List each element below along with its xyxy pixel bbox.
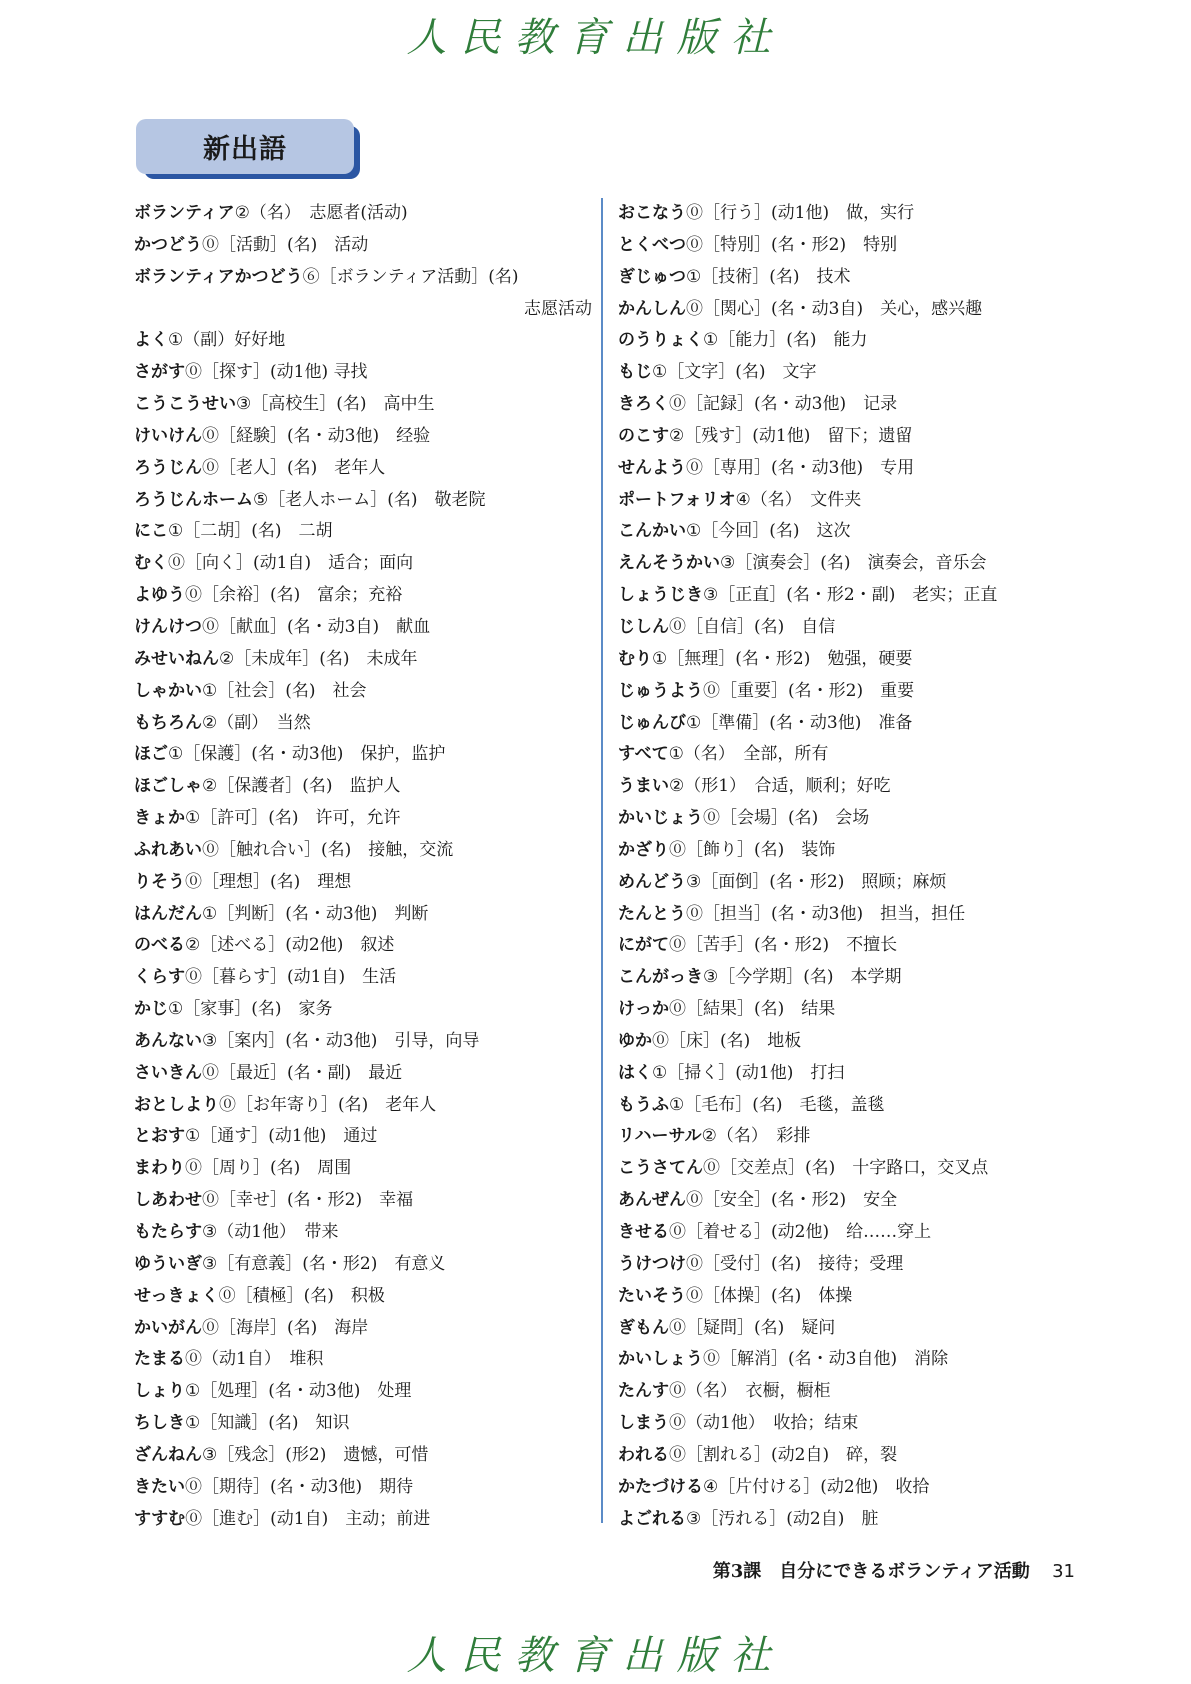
vocab-definition: ①［技術］(名) 技术 xyxy=(686,266,851,287)
vocab-entry xyxy=(134,1090,592,1122)
vocab-word: もちろん xyxy=(134,712,202,733)
vocab-entry xyxy=(134,485,592,517)
vocab-definition: ⓪［苦手］(名・形2) 不擅长 xyxy=(669,935,898,956)
vocab-definition: ⓪［受付］(名) 接待；受理 xyxy=(686,1253,904,1274)
vocab-definition: ⓪［触れ合い］(名) 接触，交流 xyxy=(202,839,454,860)
vocab-definition: ⓪［飾り］(名) 装饰 xyxy=(669,839,836,860)
vocab-entry xyxy=(134,548,592,580)
vocab-entry xyxy=(134,644,592,676)
vocab-word: ふれあい xyxy=(134,839,202,860)
vocab-entry xyxy=(618,1281,1088,1313)
vocab-definition: ⓪［積極］(名) 积极 xyxy=(218,1285,385,1306)
vocab-word: おこなう xyxy=(618,203,686,223)
vocab-entry xyxy=(618,1121,1088,1153)
vocab-entry xyxy=(618,994,1088,1026)
vocab-definition: ⓪［進む］(动1自) 主动；前进 xyxy=(185,1508,431,1529)
vocab-definition: ②（名） 志愿者(活动) xyxy=(234,203,408,223)
vocab-entry xyxy=(618,230,1088,262)
vocab-entry xyxy=(134,1249,592,1281)
vocab-entry xyxy=(618,867,1088,899)
vocab-entry xyxy=(134,325,592,357)
vocab-word: こんがっき xyxy=(618,967,703,988)
vocab-word: じゅんび xyxy=(618,712,686,733)
vocab-entry xyxy=(618,262,1088,294)
vocab-word: じゅうよう xyxy=(618,680,703,701)
vocab-entry xyxy=(134,580,592,612)
vocab-word: ぎじゅつ xyxy=(618,266,686,287)
vocab-definition: ⓪［体操］(名) 体操 xyxy=(686,1285,853,1306)
vocab-definition: ③（动1他） 带来 xyxy=(202,1222,339,1242)
vocab-definition: ②（形1） 合适，顺利；好吃 xyxy=(669,776,891,797)
vocab-word: リハーサル xyxy=(618,1126,702,1147)
vocab-entry xyxy=(134,1153,592,1185)
vocab-entry xyxy=(134,294,592,326)
vocab-definition: ⓪［理想］(名) 理想 xyxy=(185,871,352,892)
vocab-definition: ⓪［探す］(动1他) 寻找 xyxy=(185,362,368,383)
vocab-word: ろうじんホーム xyxy=(134,489,253,510)
vocab-entry xyxy=(618,962,1088,994)
vocab-entry xyxy=(618,1313,1088,1345)
vocab-word: ろうじん xyxy=(134,457,202,478)
vocab-definition: ⓪［行う］(动1他) 做，实行 xyxy=(686,203,915,223)
vocab-word: ぎもん xyxy=(618,1317,669,1338)
vocab-word: めんどう xyxy=(618,871,686,892)
vocab-entry xyxy=(134,899,592,931)
vocab-entry xyxy=(134,771,592,803)
vocab-entry xyxy=(618,421,1088,453)
page-number: 31 xyxy=(1052,1561,1075,1582)
vocab-definition: ③［高校生］(名) 高中生 xyxy=(236,394,435,415)
vocab-entry xyxy=(618,580,1088,612)
vocab-definition: ⓪［老人］(名) 老年人 xyxy=(202,457,386,478)
vocab-word: あんない xyxy=(134,1030,202,1051)
vocab-definition: ②（副） 当然 xyxy=(202,712,311,733)
vocab-word: かいじょう xyxy=(618,808,703,829)
vocab-word: とくべつ xyxy=(618,234,686,255)
vocab-word: さがす xyxy=(134,362,185,383)
vocab-word: ポートフォリオ xyxy=(618,489,736,510)
vocab-word: とおす xyxy=(134,1126,185,1147)
vocab-definition: ⓪［暮らす］(动1自) 生活 xyxy=(185,967,397,988)
vocab-definition: ⓪［交差点］(名) 十字路口，交叉点 xyxy=(703,1158,989,1179)
vocab-word: しょり xyxy=(134,1381,185,1402)
vocab-entry xyxy=(618,676,1088,708)
vocab-word: はんだん xyxy=(134,903,202,924)
vocab-definition: ⓪［向く］(动1自) 适合；面向 xyxy=(168,553,414,574)
vocab-entry xyxy=(618,294,1088,326)
vocab-definition: ⓪［関心］(名・动3自) 关心，感兴趣 xyxy=(686,298,983,319)
vocab-definition: ⓪［お年寄り］(名) 老年人 xyxy=(219,1094,437,1115)
vocab-definition: ①［保護］(名・动3他) 保护，监护 xyxy=(168,744,446,765)
vocab-word: かいしょう xyxy=(618,1349,703,1370)
vocab-word: ボランティアかつどう xyxy=(134,266,303,287)
vocab-entry xyxy=(134,994,592,1026)
vocab-definition: ④［片付ける］(动2他) 收拾 xyxy=(703,1476,930,1497)
vocab-entry xyxy=(134,1408,592,1440)
vocab-word: もたらす xyxy=(134,1222,202,1242)
vocab-definition: ⓪［結果］(名) 结果 xyxy=(669,999,836,1020)
vocab-definition: ⓪（动1自） 堆积 xyxy=(185,1349,324,1370)
vocab-definition: ②［述べる］(动2他) 叙述 xyxy=(185,935,395,956)
vocab-word: たまる xyxy=(134,1349,185,1370)
vocab-entry xyxy=(134,835,592,867)
vocab-entry xyxy=(618,739,1088,771)
vocab-word: われる xyxy=(618,1444,669,1465)
vocab-word: けんけつ xyxy=(134,616,202,637)
vocab-definition: ③［面倒］(名・形2) 照顾；麻烦 xyxy=(686,871,947,892)
vocab-definition: ④（名） 文件夹 xyxy=(735,489,862,510)
vocab-entry xyxy=(618,1440,1088,1472)
vocab-word: せっきょく xyxy=(134,1285,219,1306)
vocab-word: きたい xyxy=(134,1476,185,1497)
vocab-entry xyxy=(618,835,1088,867)
vocab-entry xyxy=(618,1090,1088,1122)
vocab-entry xyxy=(618,708,1088,740)
vocab-word: こうこうせい xyxy=(134,394,236,415)
vocab-definition: ⑤［老人ホーム］(名) 敬老院 xyxy=(253,489,486,510)
vocab-word: かざり xyxy=(618,839,669,860)
vocab-entry xyxy=(134,867,592,899)
vocab-definition: ⓪［経験］(名・动3他) 经验 xyxy=(202,425,431,446)
vocab-word: しまう xyxy=(618,1413,669,1434)
vocab-word: ほごしゃ xyxy=(134,776,202,797)
vocab-entry xyxy=(618,1344,1088,1376)
vocab-entry xyxy=(134,962,592,994)
vocab-definition: ③［有意義］(名・形2) 有意义 xyxy=(202,1253,446,1274)
vocab-word: まわり xyxy=(134,1158,185,1179)
vocab-definition: ⓪［余裕］(名) 富余；充裕 xyxy=(185,585,403,606)
vocab-word: かんしん xyxy=(618,298,686,319)
vocab-entry xyxy=(134,1121,592,1153)
vocab-word: きせる xyxy=(618,1222,669,1242)
vocab-definition: ⓪（名） 衣橱，橱柜 xyxy=(669,1381,831,1402)
vocab-definition: ①［二胡］(名) 二胡 xyxy=(168,521,333,542)
vocab-word: かじ xyxy=(134,999,168,1020)
vocab-word: えんそうかい xyxy=(618,553,720,574)
page-footer xyxy=(713,1557,1075,1583)
section-title-tab xyxy=(136,119,360,177)
vocab-entry xyxy=(134,1026,592,1058)
vocab-definition: ⓪［疑問］(名) 疑问 xyxy=(669,1317,836,1338)
vocab-entry xyxy=(618,548,1088,580)
vocab-entry xyxy=(618,803,1088,835)
vocab-entry xyxy=(618,1153,1088,1185)
vocab-word: くらす xyxy=(134,967,185,988)
vocab-word: じしん xyxy=(618,616,669,637)
vocab-definition: ①［許可］(名) 许可，允许 xyxy=(185,808,401,829)
vocab-entry xyxy=(134,198,592,230)
vocab-definition: ②（名） 彩排 xyxy=(701,1126,811,1147)
vocab-definition: ①［能力］(名) 能力 xyxy=(703,330,868,351)
vocab-definition: ①［知識］(名) 知识 xyxy=(185,1413,350,1434)
vocab-entry xyxy=(134,1504,592,1536)
vocab-definition: ①［文字］(名) 文字 xyxy=(652,362,817,383)
vocab-entry xyxy=(618,612,1088,644)
vocab-word: ざんねん xyxy=(134,1444,202,1465)
vocab-entry xyxy=(134,676,592,708)
vocab-definition: ③［今学期］(名) 本学期 xyxy=(703,967,902,988)
vocab-entry xyxy=(618,1472,1088,1504)
vocab-definition: ①［準備］(名・动3他) 准备 xyxy=(686,712,913,733)
vocab-entry xyxy=(618,485,1088,517)
vocab-entry xyxy=(618,644,1088,676)
vocab-definition: ⓪［活動］(名) 活动 xyxy=(202,234,369,255)
vocab-entry xyxy=(618,453,1088,485)
vocab-entry xyxy=(618,899,1088,931)
vocab-definition: ⓪［記録］(名・动3他) 记录 xyxy=(669,394,898,415)
vocab-entry xyxy=(134,389,592,421)
vocab-word: きろく xyxy=(618,394,669,415)
vocab-word: しゃかい xyxy=(134,680,202,701)
vocab-word: すすむ xyxy=(134,1508,186,1529)
vocab-word: うまい xyxy=(618,776,669,797)
vocab-continuation: 志愿活动 xyxy=(524,298,592,319)
vocab-definition: ⓪［海岸］(名) 海岸 xyxy=(202,1317,369,1338)
vocab-entry xyxy=(134,1217,592,1249)
vocab-word: むり xyxy=(618,648,652,669)
vocab-word: かつどう xyxy=(134,234,202,255)
vocab-word: うけつけ xyxy=(618,1253,686,1274)
vocab-definition: ⓪［割れる］(动2自) 碎，裂 xyxy=(669,1444,898,1465)
vocab-definition: ①［処理］(名・动3他) 处理 xyxy=(185,1381,412,1402)
vocab-entry xyxy=(134,1185,592,1217)
vocab-definition: ⓪［床］(名) 地板 xyxy=(652,1030,802,1051)
vocab-word: しょうじき xyxy=(618,585,703,606)
vocab-word: もうふ xyxy=(618,1094,669,1115)
vocab-word: にこ xyxy=(134,521,168,542)
vocab-word: たんす xyxy=(618,1381,669,1402)
vocab-entry xyxy=(134,230,592,262)
vocab-word: おとしより xyxy=(134,1094,219,1115)
vocab-word: たんとう xyxy=(618,903,686,924)
vocab-definition: ⓪［献血］(名・动3自) 献血 xyxy=(202,616,431,637)
vocab-definition: ⓪［特別］(名・形2) 特别 xyxy=(686,234,898,255)
column-divider xyxy=(601,198,603,1523)
vocab-entry xyxy=(134,262,592,294)
vocab-entry xyxy=(134,357,592,389)
vocab-word: にがて xyxy=(618,935,669,956)
vocab-entry xyxy=(134,739,592,771)
vocab-entry xyxy=(134,516,592,548)
vocab-word: けいけん xyxy=(134,425,202,446)
vocab-word: ゆういぎ xyxy=(134,1253,202,1274)
vocab-entry xyxy=(134,1376,592,1408)
vocab-definition: ①［判断］(名・动3他) 判断 xyxy=(202,903,429,924)
vocab-definition: ①（副）好好地 xyxy=(168,330,286,351)
vocab-word: りそう xyxy=(134,871,185,892)
vocab-entry xyxy=(134,1344,592,1376)
vocab-entry xyxy=(134,1472,592,1504)
vocab-entry xyxy=(134,612,592,644)
vocab-word: はく xyxy=(618,1062,652,1083)
vocab-definition: ⓪［最近］(名・副) 最近 xyxy=(202,1062,403,1083)
vocab-definition: ⓪［解消］(名・动3自他) 消除 xyxy=(703,1349,949,1370)
vocab-entry xyxy=(618,389,1088,421)
vocab-entry xyxy=(618,1217,1088,1249)
vocab-entry xyxy=(134,1058,592,1090)
vocab-definition: ②［未成年］(名) 未成年 xyxy=(219,648,418,669)
lesson-title: 第3課 自分にできるボランティア活動 xyxy=(712,1561,1030,1582)
vocab-definition: ⑥［ボランティア活動］(名) xyxy=(302,266,519,287)
vocab-definition: ⓪（动1他） 收拾；结束 xyxy=(669,1413,859,1434)
vocab-definition: ①［掃く］(动1他) 打扫 xyxy=(652,1062,845,1083)
vocab-word: よく xyxy=(134,330,168,351)
vocab-column-right xyxy=(618,198,1088,1535)
vocab-word: ゆか xyxy=(618,1030,652,1051)
vocab-definition: ⓪［専用］(名・动3他) 专用 xyxy=(686,457,915,478)
vocab-entry xyxy=(134,421,592,453)
vocab-word: たいそう xyxy=(618,1285,686,1306)
vocab-definition: ⓪［会場］(名) 会场 xyxy=(703,808,870,829)
vocab-entry xyxy=(134,1440,592,1472)
vocab-entry xyxy=(618,1249,1088,1281)
vocab-entry xyxy=(618,1504,1088,1536)
vocab-definition: ①［無理］(名・形2) 勉强，硬要 xyxy=(652,648,913,669)
vocab-definition: ⓪［期待］(名・动3他) 期待 xyxy=(185,1476,414,1497)
vocab-definition: ⓪［周り］(名) 周围 xyxy=(185,1158,352,1179)
vocab-definition: ⓪［重要］(名・形2) 重要 xyxy=(703,680,915,701)
vocab-entry xyxy=(134,453,592,485)
vocab-word: ボランティア xyxy=(134,203,235,223)
vocab-word: のうりょく xyxy=(618,330,703,351)
vocab-entry xyxy=(618,1376,1088,1408)
vocab-entry xyxy=(618,930,1088,962)
vocab-word: さいきん xyxy=(134,1062,202,1083)
vocab-word: みせいねん xyxy=(134,648,219,669)
vocab-word: しあわせ xyxy=(134,1190,202,1211)
vocab-entry xyxy=(618,771,1088,803)
vocab-word: きょか xyxy=(134,808,185,829)
vocab-entry xyxy=(134,708,592,740)
vocab-word: こんかい xyxy=(618,521,686,542)
vocab-word: ちしき xyxy=(134,1413,185,1434)
vocab-definition: ①［通す］(动1他) 通过 xyxy=(185,1126,378,1147)
vocab-definition: ⓪［安全］(名・形2) 安全 xyxy=(686,1190,898,1211)
vocab-word: こうさてん xyxy=(618,1158,703,1179)
vocab-word: むく xyxy=(134,553,168,574)
vocab-definition: ①［家事］(名) 家务 xyxy=(168,999,333,1020)
vocab-entry xyxy=(134,1313,592,1345)
vocab-definition: ⓪［自信］(名) 自信 xyxy=(669,616,836,637)
vocab-word: のべる xyxy=(134,935,185,956)
vocab-definition: ③［正直］(名・形2・副) 老实；正直 xyxy=(703,585,998,606)
vocab-word: けっか xyxy=(618,999,669,1020)
vocab-word: よゆう xyxy=(134,585,185,606)
vocab-definition: ③［案内］(名・动3他) 引导，向导 xyxy=(202,1030,480,1051)
vocab-definition: ③［演奏会］(名) 演奏会，音乐会 xyxy=(720,553,987,574)
section-title: 新出語 xyxy=(136,119,354,174)
vocab-entry xyxy=(618,1185,1088,1217)
vocab-word: ほご xyxy=(134,744,168,765)
vocab-column-left xyxy=(134,198,592,1535)
vocab-entry xyxy=(618,1026,1088,1058)
vocab-definition: ①（名） 全部，所有 xyxy=(668,744,829,765)
vocab-entry xyxy=(134,930,592,962)
vocab-definition: ⓪［幸せ］(名・形2) 幸福 xyxy=(202,1190,414,1211)
vocab-entry xyxy=(134,1281,592,1313)
vocab-word: のこす xyxy=(618,425,669,446)
vocab-definition: ⓪［着せる］(动2他) 给……穿上 xyxy=(669,1222,932,1242)
publisher-logo-top: 人民教育出版社 xyxy=(406,15,785,61)
vocab-word: かたづける xyxy=(618,1476,703,1497)
vocab-definition: ⓪［担当］(名・动3他) 担当，担任 xyxy=(686,903,966,924)
vocab-definition: ①［社会］(名) 社会 xyxy=(202,680,367,701)
vocab-entry xyxy=(618,198,1088,230)
vocab-word: あんぜん xyxy=(618,1190,686,1211)
vocab-definition: ①［今回］(名) 这次 xyxy=(686,521,851,542)
vocab-definition: ②［保護者］(名) 监护人 xyxy=(202,776,401,797)
vocab-entry xyxy=(618,325,1088,357)
vocab-definition: ③［汚れる］(动2自) 脏 xyxy=(686,1508,879,1529)
vocab-entry xyxy=(618,1058,1088,1090)
vocab-entry xyxy=(618,357,1088,389)
vocab-word: もじ xyxy=(618,362,652,383)
vocab-definition: ②［残す］(动1他) 留下；遗留 xyxy=(669,425,913,446)
vocab-word: すべて xyxy=(618,744,669,765)
vocab-entry xyxy=(618,1408,1088,1440)
vocab-definition: ③［残念］(形2) 遗憾，可惜 xyxy=(202,1444,429,1465)
vocab-word: よごれる xyxy=(618,1508,686,1529)
vocab-entry xyxy=(618,516,1088,548)
vocab-entry xyxy=(134,803,592,835)
publisher-logo-bottom: 人民教育出版社 xyxy=(406,1633,785,1679)
vocab-definition: ①［毛布］(名) 毛毯，盖毯 xyxy=(669,1094,885,1115)
vocab-word: かいがん xyxy=(134,1317,202,1338)
vocab-word: せんよう xyxy=(618,457,686,478)
